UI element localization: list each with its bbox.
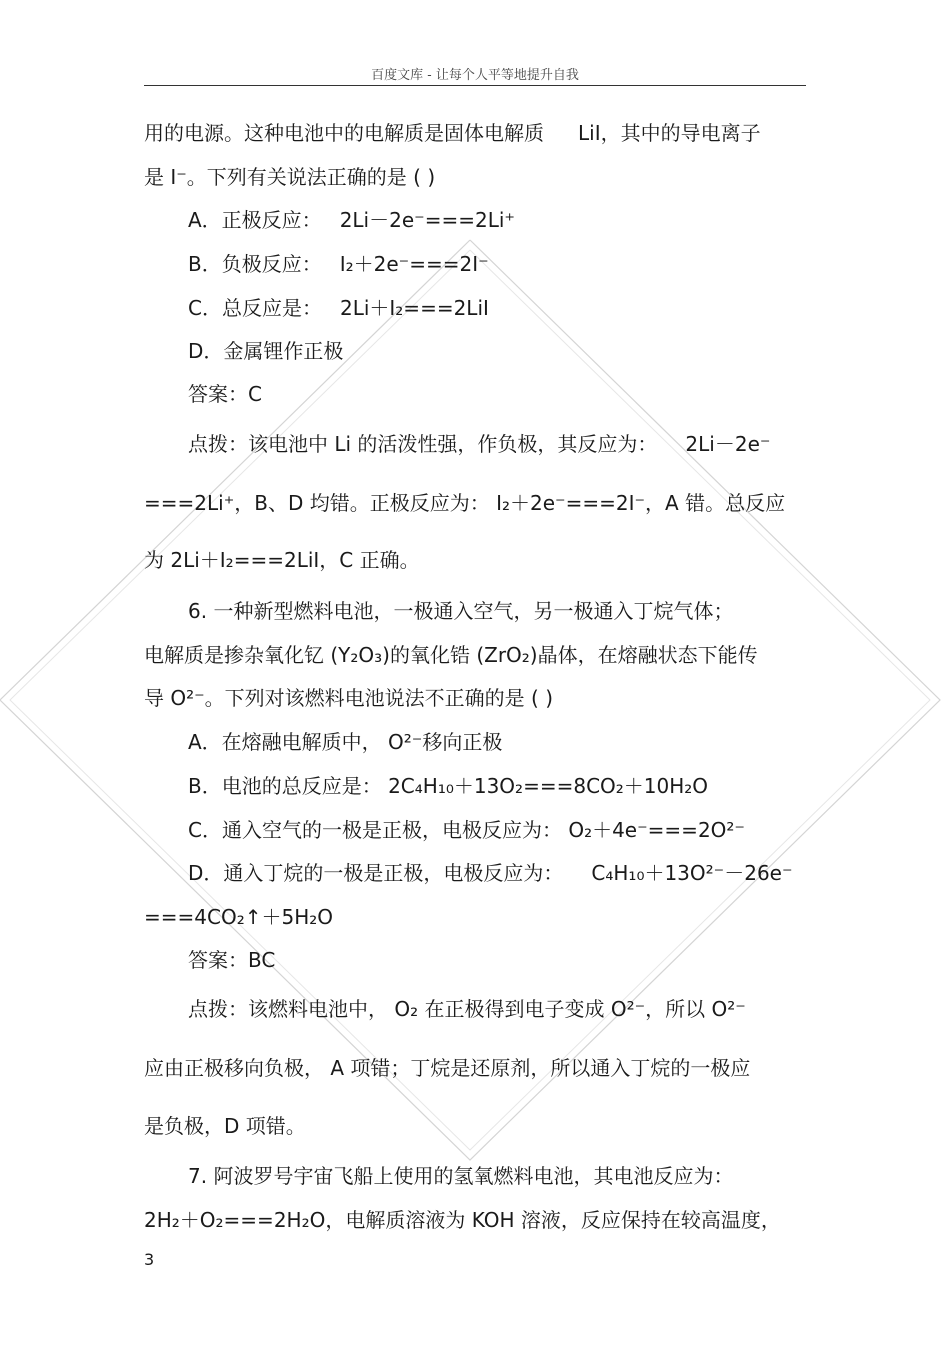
q5-option-a: A．正极反应： 2Li－2e⁻===2Li⁺: [188, 208, 515, 232]
q6-hint-line-2: 应由正极移向负极， A 项错；丁烷是还原剂，所以通入丁烷的一极应: [144, 1056, 751, 1080]
q6-option-a: A．在熔融电解质中， O²⁻移向正极: [188, 730, 503, 754]
page-header: 百度文库 - 让每个人平等地提升自我: [371, 68, 579, 83]
q5-hint-line-1: 点拨：该电池中 Li 的活泼性强，作负极，其反应为： 2Li－2e⁻: [188, 432, 771, 456]
q5-option-c: C．总反应是： 2Li＋I₂===2LiI: [188, 296, 489, 320]
q5-option-d: D．金属锂作正极: [188, 339, 344, 363]
header-divider: [144, 85, 806, 86]
page-number: 3: [144, 1250, 155, 1269]
q6-hint-line-1: 点拨：该燃料电池中， O₂ 在正极得到电子变成 O²⁻，所以 O²⁻: [188, 997, 746, 1021]
q5-hint-line-3: 为 2Li＋I₂===2LiI，C 正确。: [144, 548, 420, 572]
q6-option-b: B．电池的总反应是： 2C₄H₁₀＋13O₂===8CO₂＋10H₂O: [188, 774, 709, 798]
q7-stem-line-2: 2H₂＋O₂===2H₂O，电解质溶液为 KOH 溶液，反应保持在较高温度，: [144, 1208, 781, 1232]
q6-option-d-cont: ===4CO₂↑＋5H₂O: [144, 905, 334, 929]
q5-answer: 答案：C: [188, 382, 262, 406]
q5-stem-line-1: 用的电源。这种电池中的电解质是固体电解质 LiI，其中的导电离子: [144, 121, 761, 145]
q6-stem-line-2: 电解质是掺杂氧化钇 (Y₂O₃)的氧化锆 (ZrO₂)晶体，在熔融状态下能传: [144, 643, 758, 667]
q6-hint-line-3: 是负极，D 项错。: [144, 1114, 306, 1138]
q6-stem-line-1: 6. 一种新型燃料电池，一极通入空气，另一极通入丁烷气体；: [188, 599, 734, 623]
q6-option-c: C．通入空气的一极是正极，电极反应为： O₂＋4e⁻===2O²⁻: [188, 818, 745, 842]
q6-stem-line-3: 导 O²⁻。下列对该燃料电池说法不正确的是 ( ): [144, 686, 553, 710]
q7-stem-line-1: 7. 阿波罗号宇宙飞船上使用的氢氧燃料电池，其电池反应为：: [188, 1164, 734, 1188]
q5-stem-line-2: 是 I⁻。下列有关说法正确的是 ( ): [144, 165, 436, 189]
q5-option-b: B．负极反应： I₂＋2e⁻===2I⁻: [188, 252, 489, 276]
q6-answer: 答案：BC: [188, 948, 276, 972]
q6-option-d: D．通入丁烷的一极是正极，电极反应为： C₄H₁₀＋13O²⁻－26e⁻: [188, 861, 793, 885]
q5-hint-line-2: ===2Li⁺，B、D 均错。正极反应为： I₂＋2e⁻===2I⁻，A 错。总反应: [144, 491, 786, 515]
